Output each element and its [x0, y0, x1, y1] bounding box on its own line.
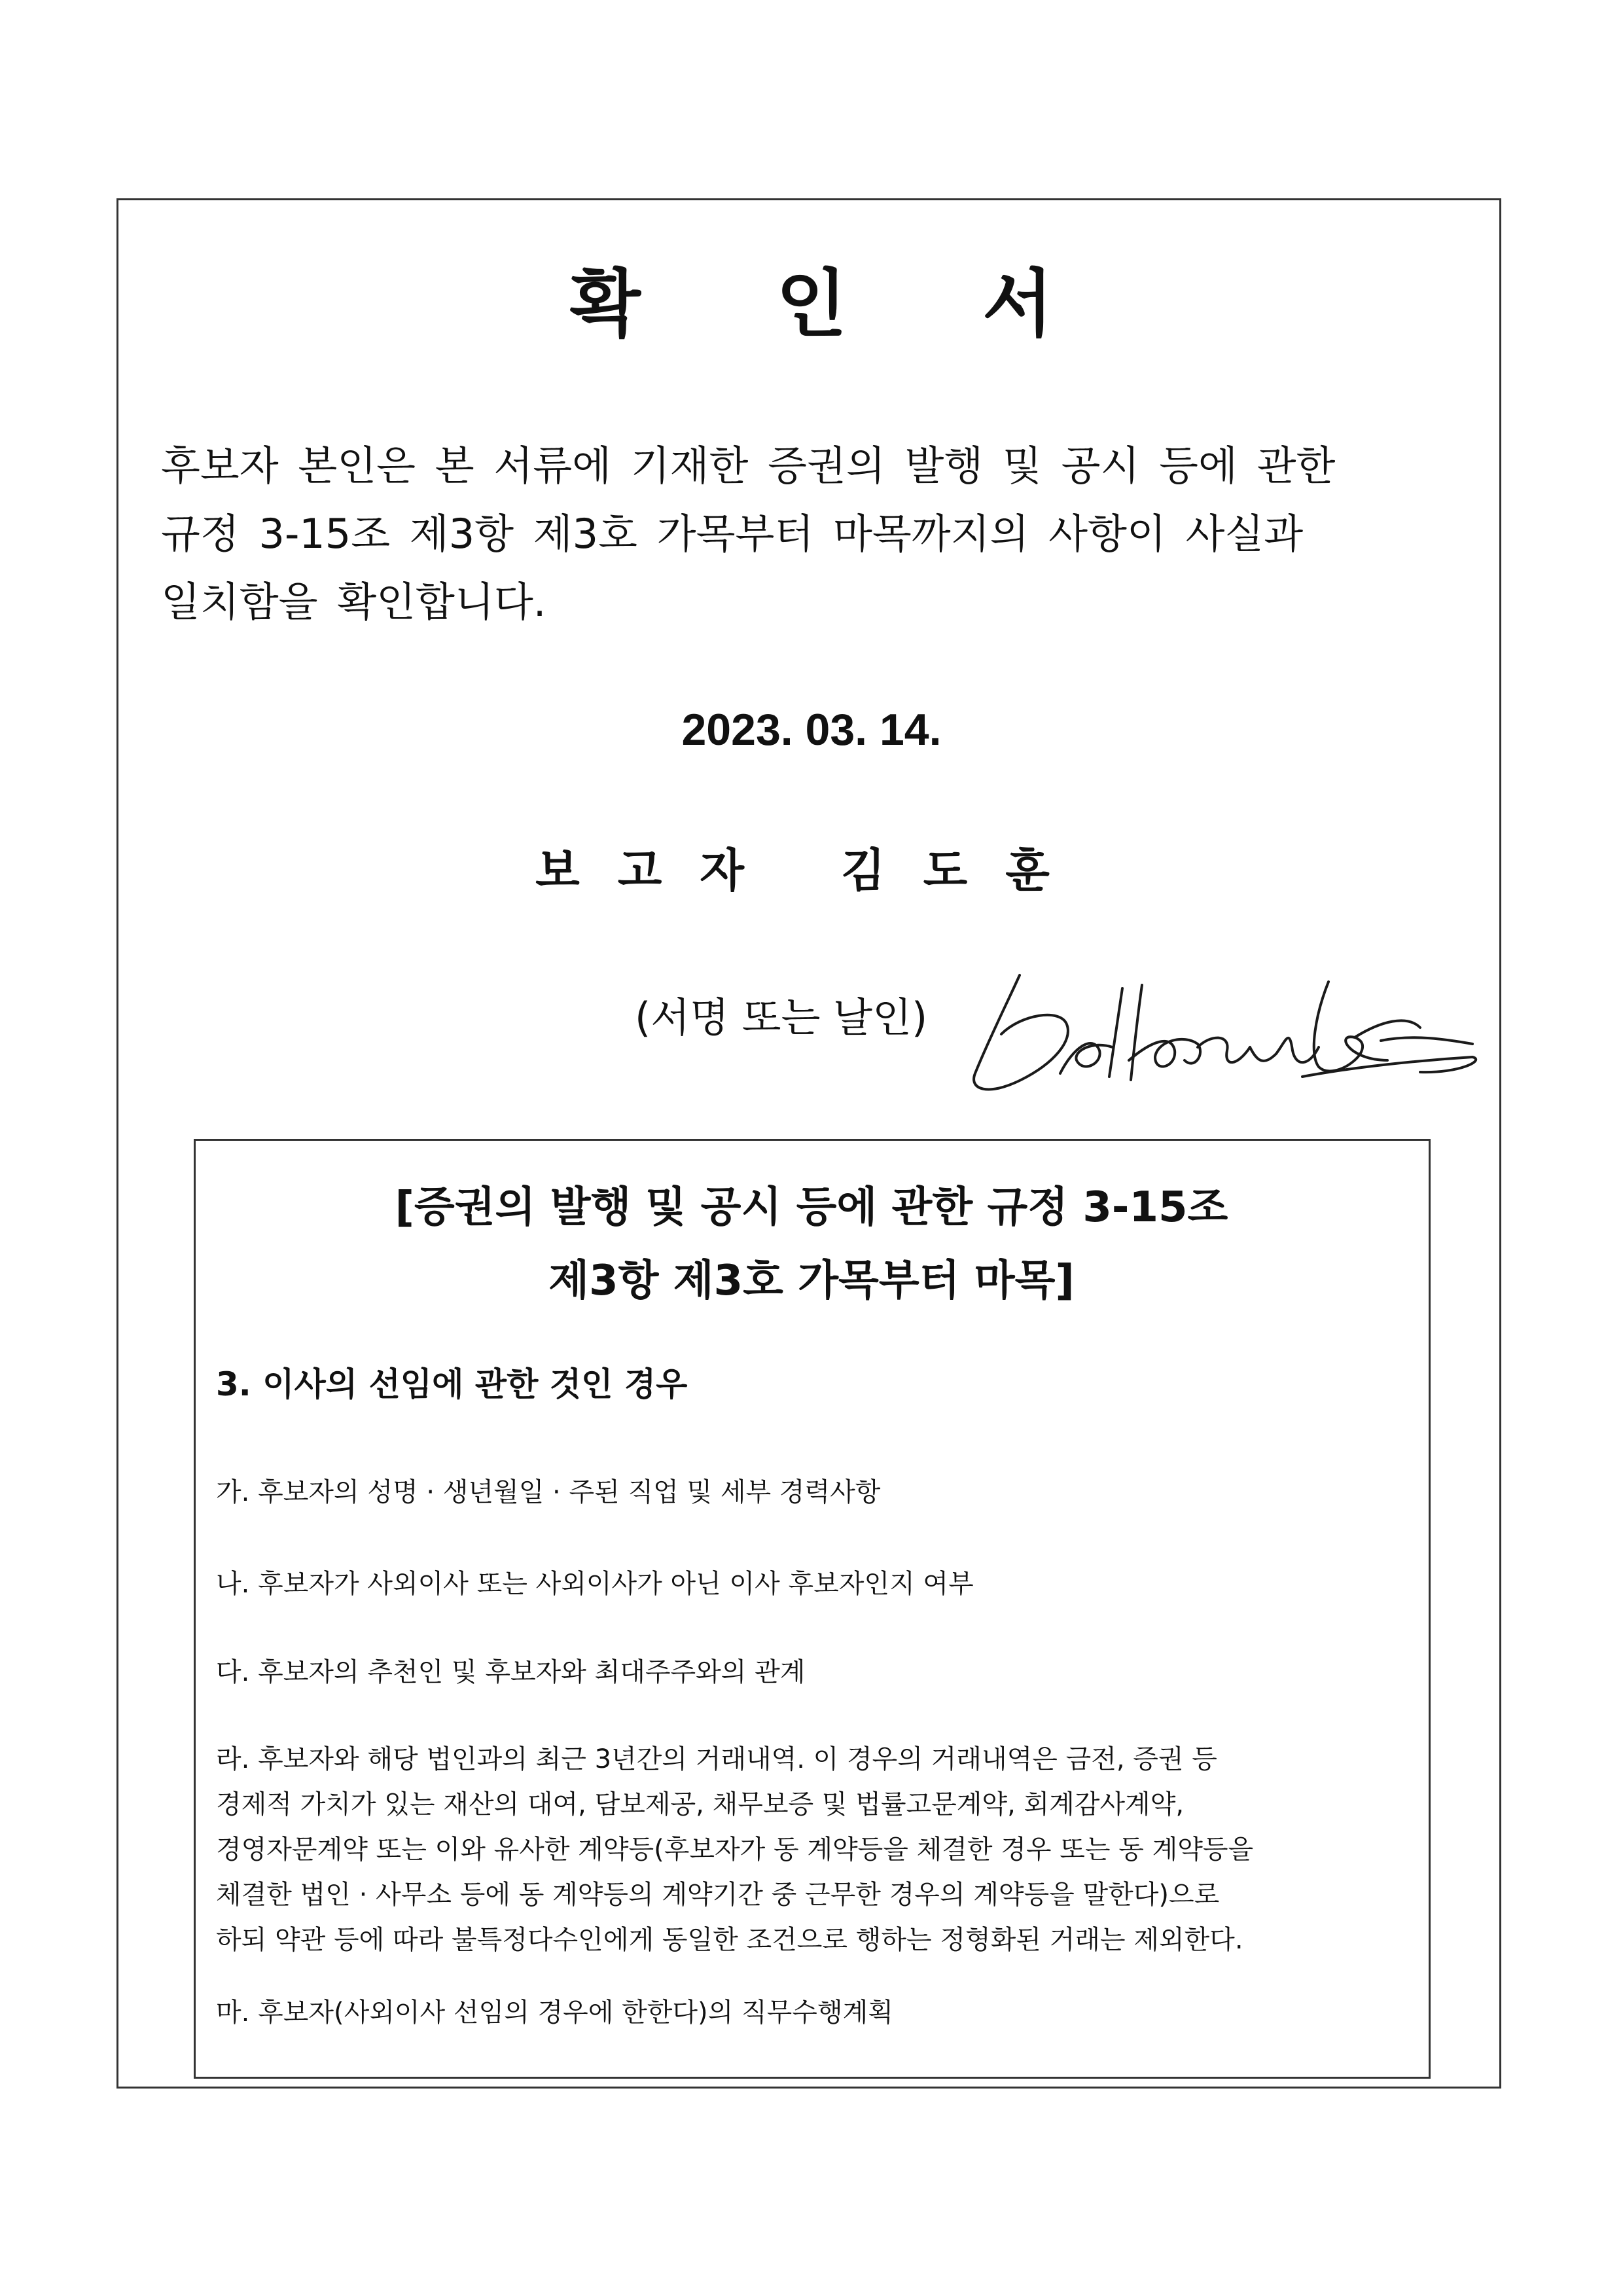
list-item-ra-line: 하되 약관 등에 따라 불특정다수인에게 동일한 조건으로 행하는 정형화된 거래는 제외한다. — [216, 1925, 1243, 1955]
regulation-heading-line2: 제3항 제3호 가목부터 마목] — [548, 1257, 1075, 1305]
list-item-ma: 마. 후보자(사외이사 선임의 경우에 한한다)의 직무수행계획 — [216, 1998, 893, 2028]
list-item-na: 나. 후보자가 사외이사 또는 사외이사가 아닌 이사 후보자인지 여부 — [216, 1569, 974, 1599]
reporter-name: 김도훈 — [841, 844, 1088, 897]
section-title: 3. 이사의 선임에 관한 것인 경우 — [216, 1365, 688, 1403]
list-item-ra — [216, 1737, 1253, 1963]
list-item-ra-line: 경제적 가치가 있는 재산의 대여, 담보제공, 채무보증 및 법률고문계약, 회계감사계약, — [216, 1789, 1185, 1820]
list-item-da: 다. 후보자의 추천인 및 후보자와 최대주주와의 관계 — [216, 1657, 806, 1687]
document-date: 2023. 03. 14. — [681, 705, 942, 755]
list-item-ra-line: 체결한 법인 · 사무소 등에 동 계약등의 계약기간 중 근무한 경우의 계약등을 말한다)으로 — [216, 1880, 1220, 1910]
regulation-heading-line1: [증권의 발행 및 공시 등에 관한 규정 3-15조 — [395, 1183, 1228, 1232]
list-item-ra-line: 라. 후보자와 해당 법인과의 최근 3년간의 거래내역. 이 경우의 거래내역은 금전, 증권 등 — [216, 1744, 1217, 1774]
list-item-ra-line: 경영자문계약 또는 이와 유사한 계약등(후보자가 동 계약등을 체결한 경우 또는 동 계약등을 — [216, 1835, 1254, 1865]
list-item-ga: 가. 후보자의 성명 · 생년월일 · 주된 직업 및 세부 경력사항 — [216, 1477, 881, 1507]
statement-line: 규정 3-15조 제3항 제3호 가목부터 마목까지의 사항이 사실과 — [161, 510, 1304, 558]
signature-label: (서명 또는 날인) — [635, 994, 928, 1041]
confirmation-statement — [161, 432, 1476, 636]
reporter-line — [0, 841, 1623, 900]
document-title: 확 인 서 — [569, 261, 1109, 347]
handwritten-signature — [962, 962, 1486, 1113]
statement-line: 후보자 본인은 본 서류에 기재한 증권의 발행 및 공시 등에 관한 — [161, 442, 1336, 490]
statement-line: 일치함을 확인합니다. — [161, 578, 546, 626]
reporter-label: 보고자 — [535, 844, 782, 897]
